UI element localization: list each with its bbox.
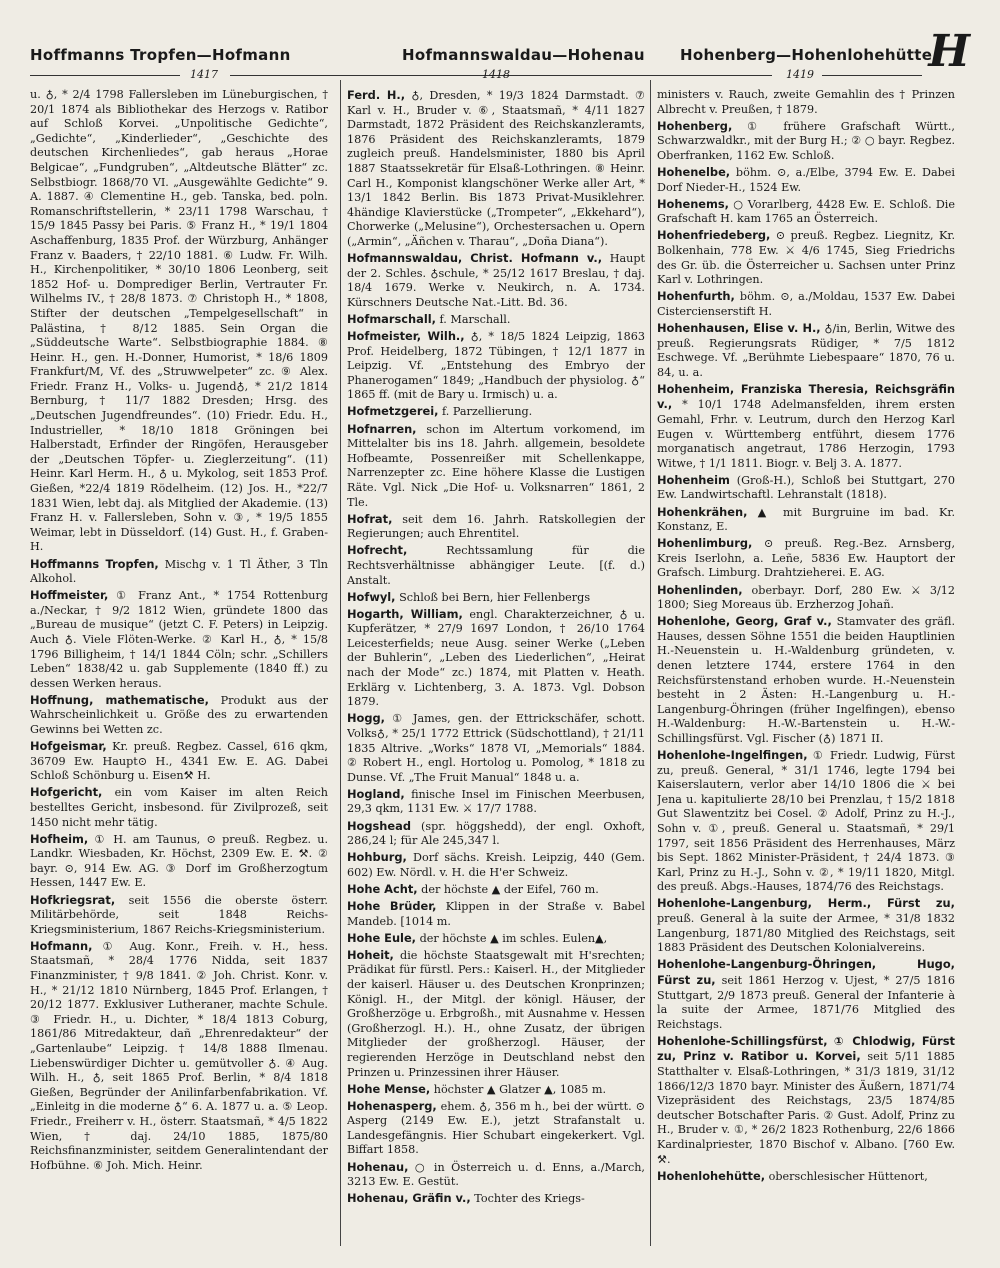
entry-headword: Hohenkrähen, — [657, 504, 748, 519]
entry-headword: Hogarth, William, — [347, 606, 463, 621]
entry-headword: Hohenasperg, — [347, 1098, 437, 1113]
entry-text: Stamvater des gräfl. Hauses, dessen Söhne 1551 die beiden Hauptlinien H.-Neuenstein u. H.-Waldenburg gründeten, v. denen letztere 1744, erstere 1764 in den Reichsfürstenstand erhoben wurde. H.-Neuenstein besteht in 2 Ästen: H.-Langenburg u. H.-Langenburg-Öhringen (früher Ingelfingen), ebenso H.-Waldenburg: H.-W.-Bartenstein u. H.-W.-Schillingsfürst. Vgl. Fischer (♁) 1871 II. — [657, 615, 955, 745]
entry-headword: Hoffnung, mathematische, — [30, 692, 209, 707]
entry-headword: Hoffmeister, — [30, 588, 109, 603]
entry-text: ○ Vorarlberg, 4428 Ew. E. Schloß. Die Grafschaft H. kam 1765 an Österreich. — [657, 197, 955, 226]
entry-text: oberbayr. Dorf, 280 Ew. ⚔ 3/12 1800; Sieg Moreaus üb. Erzherzog Johañ. — [657, 583, 955, 612]
header-rule-center-b — [522, 75, 772, 76]
column-2 — [347, 88, 645, 1246]
entry-text: Produkt aus der Wahrscheinlichkeit u. Größe des zu erwartenden Gewinns bei Wetten zc. — [30, 693, 328, 737]
dictionary-entry — [347, 882, 645, 898]
entry-headword: Hohenau, — [347, 1159, 409, 1174]
entry-headword: Hohenems, — [657, 196, 730, 211]
entry-text: ① frühere Grafschaft Württ., Schwarzwaldkr., mit der Burg H.; ② ○ bayr. Regbez. Oberfranken, 1162 Ew. Schloß. — [657, 119, 955, 162]
header-rule-left-a — [30, 75, 180, 76]
dictionary-entry — [347, 329, 645, 403]
left-page-number: 1417 — [190, 68, 218, 81]
dictionary-entry — [657, 382, 955, 472]
entry-headword: Hohe Brüder, — [347, 898, 437, 913]
entry-headword: Hohenlimburg, — [657, 536, 753, 551]
entry-headword: Ferd. H., — [347, 88, 406, 102]
column-3 — [657, 88, 955, 1246]
entry-text: böhm. ⊙, a./Elbe, 3794 Ew. E. Dabei Dorf Nieder-H., 1524 Ew. — [657, 165, 955, 194]
entry-text: seit 1861 Herzog v. Ujest, * 27/5 1816 Stuttgart, 2/9 1873 preuß. General der Infanterie à la suite der Armee, 1871/76 Mitglied des Reichstags. — [657, 973, 955, 1031]
header-rule-center-a — [360, 75, 470, 76]
dictionary-entry — [657, 197, 955, 227]
dictionary-entry — [30, 739, 328, 784]
entry-headword: Hogshead — [347, 818, 411, 833]
dictionary-entry — [347, 850, 645, 880]
entry-text: ○ in Österreich u. d. Enns, a./March, 3213 Ew. E. Gestüt. — [347, 1160, 645, 1189]
entry-text: Mischg v. 1 Tl Äther, 3 Tln Alkohol. — [30, 557, 328, 586]
column-separator-2 — [650, 80, 651, 1246]
entry-headword: Hohenlohehütte, — [657, 1168, 766, 1183]
dictionary-entry — [657, 165, 955, 195]
right-page-number: 1419 — [786, 68, 814, 81]
entry-text: ▲ mit Burgruine im bad. Kr. Konstanz, E. — [657, 505, 955, 534]
entry-text: Klippen in der Straße v. Babel Mandeb. [1014 m. — [347, 899, 645, 928]
dictionary-entry — [347, 1191, 645, 1207]
dictionary-entry — [347, 1082, 645, 1098]
entry-headword: Hofgericht, — [30, 785, 103, 800]
entry-text: f. Marschall. — [439, 312, 511, 326]
dictionary-entry — [657, 614, 955, 746]
entry-text: seit dem 16. Jahrh. Ratskollegien der Regierungen; auch Ehrentitel. — [347, 512, 645, 541]
entry-text: der höchste ▲ der Eifel, 760 m. — [421, 882, 599, 896]
dictionary-entry — [30, 785, 328, 830]
entry-text: Rechtssamlung für die Rechtsverhältnisse abhängiger Leute. [(f. d.) Anstalt. — [347, 544, 645, 587]
entry-text: finische Insel im Finischen Meerbusen, 29,3 qkm, 1131 Ew. ⚔ 17/7 1788. — [347, 787, 645, 816]
entry-headword: Hofnarren, — [347, 421, 417, 436]
entry-headword: Hofmeister, Wilh., — [347, 329, 465, 343]
entry-headword: Hohenelbe, — [657, 164, 731, 179]
center-running-title: Hofmannswaldau—Hohenau — [402, 46, 645, 64]
dictionary-entry — [347, 404, 645, 420]
entry-text: ⊙ preuß. Regbez. Liegnitz, Kr. Bolkenhain, 778 Ew. ⚔ 4/6 1745, Sieg Friedrichs des Gr. üb. die Österreicher u. Sachsen unter Prinz Karl v. Lothringen. — [657, 229, 955, 287]
dictionary-entry — [347, 1099, 645, 1158]
entry-headword: Hohburg, — [347, 850, 407, 865]
dictionary-entry — [347, 711, 645, 785]
entry-text: f. Parzellierung. — [442, 405, 533, 419]
column-1 — [30, 88, 328, 1246]
entry-text: ♁, Dresden, * 19/3 1824 Darmstadt. ⑦ Karl v. H., Bruder v. ⑥, Staatsmañ, * 4/11 1827 Darmstadt, 1872 Präsident des Reichskanzleramts, 1876 Präsident des Reichskanzleramts, 1879 zugleich preuß. Handelsminister, 1880 bis April 1887 Staatssekretär für Elsaß-Lothringen. ⑧ Heinr. Carl H., Komponist klangschöner Werke aller Art, * 13/1 1842 Berlin. Bis 1873 Privat-Musiklehrer. 4händige Klavierstücke („Trompeter“, „Ekkehard“), Chorwerke („Melusine“), Orchestersachen u. Opern („Armin“, „Äñchen v. Tharau“, „Doña Diana“). — [347, 89, 645, 248]
dictionary-entry — [347, 948, 645, 1080]
entry-headword: Hohenhausen, Elise v. H., — [657, 320, 821, 335]
entry-text: Tochter des Kriegs- — [474, 1192, 585, 1206]
left-running-title: Hoffmanns Tropfen—Hofmann — [30, 46, 291, 64]
entry-text: oberschlesischer Hüttenort, — [768, 1169, 928, 1183]
dictionary-entry — [347, 1160, 645, 1190]
entry-text: ① Aug. Konr., Freih. v. H., hess. Staatsmañ, * 28/4 1776 Nidda, seit 1837 Finanzminister, † 9/8 1841. ② Joh. Christ. Konr. v. H., * 21/12 1810 Nürnberg, 1845 Prof. Erlangen, † 20/12 1877. Exklusiver Lutheraner, machte Schule. ③ Friedr. H., u. Dichter, * 18/4 1813 Coburg, 1861/86 Mitredakteur, dañ „Ehrenredakteur“ der „Gartenlaube“ Leipzig. † 14/8 1888 Ilmenau. Liebenswürdiger Dichter u. gemütvoller ♁. ④ Aug. Wilh. H., ♁, seit 1865 Prof. Berlin, * 8/4 1818 Gießen, Begründer der Anilinfarbenfabrikation. Vf. „Einleitg in die moderne ♁“ 6. A. 1877 u. a. ⑤ Leop. Friedr., Freiherr v. H., österr. Staatsmañ, * 4/5 1822 Wien, † daj. 24/10 1885, 1875/80 Reichsfinanzminister, seitdem Generalintendant der Hofbühne. ⑥ Joh. Mich. Heinr. — [30, 939, 328, 1172]
entry-text: böhm. ⊙, a./Moldau, 1537 Ew. Dabei Cistercienserstift H. — [657, 290, 955, 318]
entry-text: Kr. preuß. Regbez. Cassel, 616 qkm, 36709 Ew. Haupt⊙ H., 4341 Ew. E. AG. Dabei Schloß Schönburg u. Eisen⚒ H. — [30, 740, 328, 783]
dictionary-entry — [657, 748, 955, 895]
dictionary-entry — [657, 473, 955, 503]
entry-headword: Hohenlohe-Schillingsfürst, ① Chlodwig, Fürst zu, Prinz v. Ratibor u. Korvei, — [657, 1033, 955, 1064]
dictionary-entry — [657, 289, 955, 319]
dictionary-entry — [347, 819, 645, 849]
entry-text: ① Friedr. Ludwig, Fürst zu, preuß. General, * 31/1 1746, legte 1794 bei Kaiserslautern, verlor aber 14/10 1806 die ⚔ bei Jena u. kapitulierte 28/10 bei Prenzlau, † 15/2 1818 Gut Slawentzitz bei Cosel. ② Adolf, Prinz zu H.-J., Sohn v. ①, preuß. General u. Staatsmañ, * 29/1 1797, seit 1856 Präsident des Herrenhauses, März bis Sept. 1862 Minister-Präsident, † 24/4 1873. ③ Karl, Prinz zu H.-J., Sohn v. ②, * 19/11 1820, Mitgl. des preuß. Abgs.-Hauses, 1874/76 des Reichstags. — [657, 749, 955, 894]
dictionary-entry — [657, 896, 955, 955]
entry-headword: Hohenlinden, — [657, 582, 743, 597]
dictionary-entry — [657, 119, 955, 164]
dictionary-entry — [657, 88, 955, 117]
dictionary-entry — [347, 422, 645, 511]
column-separator-1 — [340, 80, 341, 1246]
entry-text: der höchste ▲ im schles. Eulen▲, — [419, 931, 608, 945]
section-letter: H — [928, 26, 970, 77]
dictionary-entry — [657, 505, 955, 535]
dictionary-entry — [657, 583, 955, 613]
dictionary-entry — [347, 543, 645, 588]
dictionary-entry — [347, 312, 645, 328]
entry-headword: Hofwyl, — [347, 589, 396, 604]
entry-text: engl. Charakterzeichner, ♁ u. Kupferätzer, * 27/9 1697 London, † 26/10 1764 Leicesterfields; neue Ausg. seiner Werke („Leben der Buhlerin“, „Leben des Liederlichen“, „Heirat nach der Mode“ zc.) 1874, mit Platten v. Heath. Erklärg v. Lichtenberg, 3. A. 1873. Vgl. Dobson 1879. — [347, 607, 645, 709]
dictionary-entry — [347, 931, 645, 947]
entry-headword: Hogg, — [347, 711, 385, 726]
entry-headword: Hofmannswaldau, Christ. Hofmann v., — [347, 251, 603, 266]
entry-text: ein vom Kaiser im alten Reich bestelltes Gericht, insbesond. für Zivilprozeß, seit 1450 nicht mehr tätig. — [30, 786, 328, 829]
entry-headword: Hohenberg, — [657, 118, 733, 133]
entry-headword: Hohe Mense, — [347, 1081, 431, 1096]
entry-headword: Hohe Acht, — [347, 881, 418, 896]
entry-text: ehem. ♁, 356 m h., bei der württ. ⊙ Asperg (2149 Ew. E.), jetzt Strafanstalt u. Landesgefängnis. Hier Schubart eingekerkert. Vgl. Biffart 1858. — [347, 1099, 645, 1157]
entry-headword: Hohenfriedeberg, — [657, 228, 771, 243]
dictionary-entry — [657, 957, 955, 1032]
dictionary-entry — [657, 1169, 955, 1185]
entry-headword: Hohenheim — [657, 472, 730, 487]
entry-headword: Hofkriegsrat, — [30, 892, 116, 907]
entry-headword: Hohenlohe, Georg, Graf v., — [657, 614, 832, 629]
entry-text: höchster ▲ Glatzer ▲, 1085 m. — [433, 1082, 607, 1096]
page-header — [30, 26, 970, 88]
dictionary-entry — [30, 557, 328, 587]
dictionary-entry — [30, 588, 328, 691]
entry-headword: Hofrat, — [347, 511, 393, 526]
entry-text: Dorf sächs. Kreish. Leipzig, 440 (Gem. 602) Ew. Nördl. v. H. die H'er Schweiz. — [347, 851, 645, 879]
entry-text: ministers v. Rauch, zweite Gemahlin des † Prinzen Albrecht v. Preußen, † 1879. — [657, 88, 955, 116]
dictionary-entry — [30, 88, 328, 555]
dictionary-entry — [30, 893, 328, 938]
dictionary-entry — [30, 939, 328, 1174]
entry-text: ⊙ preuß. Reg.-Bez. Arnsberg, Kreis Iserlohn, a. Leñe, 5836 Ew. Hauptort der Grafsch. Limburg. Drahtzieherei. E. AG. — [657, 537, 955, 580]
entry-headword: Hofheim, — [30, 831, 89, 846]
dictionary-entry — [347, 88, 645, 250]
entry-text: seit 1556 die oberste österr. Militärbehörde, seit 1848 Reichs-Kriegsministerium, 1867 Reichs-Kriegsministerium. — [30, 893, 328, 936]
entry-headword: Hohenau, Gräfin v., — [347, 1191, 471, 1206]
entry-text: preuß. General à la suite der Armee, * 31/8 1832 Langenburg, 1871/80 Mitglied des Reichstags, seit 1883 Präsident des Deutschen Kolonialvereins. — [657, 912, 955, 955]
center-page-number: 1418 — [482, 68, 510, 81]
entry-text: (spr. höggshedd), der engl. Oxhoft, 286,24 l; für Ale 245,347 l. — [347, 819, 645, 848]
dictionary-entry — [657, 321, 955, 380]
entry-text: Haupt der 2. Schles. ♁schule, * 25/12 1617 Breslau, † daj. 18/4 1679. Werke v. Neukirch, n. A. 1734. Kürschners Deutsche Nat.-Litt. Bd. 36. — [347, 252, 645, 309]
entry-text: ① Franz Ant., * 1754 Rottenburg a./Neckar, † 9/2 1812 Wien, gründete 1800 das „Bureau de musique“ (jetzt C. F. Peters) in Leipzig. Auch ♁. Viele Flöten-Werke. ② Karl H., ♁, * 15/8 1796 Billigheim, † 14/1 1844 Cöln; schr. „Schillers Leben“ 1838/42 u. gab Supplemente (1840 ff.) zu dessen Werken heraus. — [30, 589, 328, 690]
entry-text: Schloß bei Bern, hier Fellenbergs — [399, 590, 591, 604]
entry-headword: Hohenlohe-Ingelfingen, — [657, 748, 808, 763]
entry-text: die höchste Staatsgewalt mit H'srechten; Prädikat für fürstl. Pers.: Kaiserl. H., der Mitglieder der kaiserl. Häuser u. des Deutschen Kronprinzen; Königl. H., der Mitgl. der königl. Häuser, der Großherzöge u. Erbgroßh., mit Ausnahme v. Hessen (Großherzogl. H.). H., ohne Zusatz, der übrigen Mitglieder der großherzogl. Häuser, der regierenden Herzöge in Deutschland nebst den Prinzen u. Prinzessinen ihrer Häuser. — [347, 948, 645, 1079]
entry-headword: Hohenfurth, — [657, 289, 735, 304]
entry-headword: Hohe Eule, — [347, 930, 417, 945]
entry-headword: Hofmetzgerei, — [347, 404, 439, 419]
entry-headword: Hoffmanns Tropfen, — [30, 556, 159, 571]
entry-text: schon im Altertum vorkomend, im Mittelalter bis ins 18. Jahrh. allgemein, besoldete Hofbeamte, Possenreißer mit Schellenkappe, Narrenzepter zc. Eine höhere Klasse die Lustigen Räte. Vgl. Nick „Die Hof- u. Volksnarren“ 1861, 2 Tle. — [347, 422, 645, 509]
dictionary-entry — [347, 787, 645, 817]
entry-text: * 10/1 1748 Adelmansfelden, ihrem ersten Gemahl, Frhr. v. Leutrum, durch den Herzog Karl Eugen v. Württemberg entführt, diesem 1776 morganatisch angetraut, 1786 Herzogin, 1793 Witwe, † 1/1 1811. Biogr. v. Belj 3. A. 1877. — [657, 398, 955, 470]
entry-text: ① James, gen. der Ettrickschäfer, schott. Volks♁, * 25/1 1772 Ettrick (Südschottland), † 21/11 1835 Altrive. „Works“ 1878 VI, „Memorials“ 1884. ② Robert H., engl. Hortolog u. Pomolog, * 1818 zu Dunse. Vf. „The Fruit Manual“ 1848 u. a. — [347, 712, 645, 784]
dictionary-entry — [657, 536, 955, 581]
entry-headword: Hofmann, — [30, 938, 93, 953]
entry-text: ♁, * 18/5 1824 Leipzig, 1863 Prof. Heidelberg, 1872 Tübingen, † 12/1 1877 in Leipzig. Vf. „Entstehung des Embryo der Phanerogamen“ 1849; „Handbuch der physiolog. ♁“ 1865 ff. (mit de Bary u. Irmisch) u. a. — [347, 330, 645, 402]
entry-headword: Hofrecht, — [347, 543, 408, 558]
right-running-title: Hohenberg—Hohenlohehütte — [680, 46, 933, 64]
header-rule-right — [822, 75, 922, 76]
dictionary-entry — [657, 1034, 955, 1167]
entry-text: ① H. am Taunus, ⊙ preuß. Regbez. u. Landkr. Wiesbaden, Kr. Höchst, 2309 Ew. E. ⚒. ② bayr. ⊙, 914 Ew. AG. ③ Dorf im Großherzogtum Hessen, 1447 Ew. E. — [30, 832, 328, 890]
entry-text: (Groß-H.), Schloß bei Stuttgart, 270 Ew. Landwirtschaftl. Lehranstalt (1818). — [657, 473, 955, 502]
dictionary-entry — [657, 228, 955, 287]
entry-headword: Hohenlohe-Langenburg, Herm., Fürst zu, — [657, 896, 955, 911]
entry-headword: Hofmarschall, — [347, 311, 436, 326]
entry-headword: Hohenlohe-Langenburg-Öhringen, Hugo, Fürst zu, — [657, 957, 955, 987]
dictionary-entry — [347, 512, 645, 542]
entry-headword: Hofgeismar, — [30, 739, 107, 754]
entry-text: u. ♁, * 2/4 1798 Fallersleben im Lüneburgischen, † 20/1 1874 als Bibliothekar des Herzogs v. Ratibor auf Schloß Korvei. „Unpolitische Gedichte“, „Gedichte“, „Kinderlieder“, „Geschichte des deutschen Kirchenliedes“, gab heraus „Horae Belgicae“, „Fundgruben“, „Altdeutsche Blätter“ zc. Selbstbiogr. 1868/70 VI. „Ausgewählte Gedichte“ 9. A. 1887. ④ Clementine H., geb. Tanska, bed. poln. Romanschriftstellerin, * 23/11 1798 Warschau, † 15/9 1845 Passy bei Paris. ⑤ Franz H., * 19/1 1804 Aschaffenburg, 1835 Prof. der Würzburg, Anhänger Franz v. Baaders, † 22/10 1881. ⑥ Ludw. Fr. Wilh. H., Kirchenpolitiker, * 30/10 1806 Leonberg, seit 1852 Hof- u. Domprediger Berlin, Vertrauter Fr. Wilhelms IV., † 28/8 1873. ⑦ Christoph H., * 1808, Stifter der deutschen „Tempelgesellschaft“ in Palästina, † 8/12 1885. Sein Organ die „Süddeutsche Warte“. Selbstbiographie 1884. ⑧ Heinr. H., gen. H.-Donner, Humorist, * 18/6 1809 Frankfurt/M, Vf. des „Struwwelpeter“ zc. ⑨ Alex. Friedr. Franz H., Volks- u. Jugend♁, * 21/2 1814 Bernburg, † 11/7 1882 Dresden; Hrsg. des „Deutschen Jugendfreundes“. (10) Friedr. Edu. H., Industrieller, * 18/10 1818 Gröningen bei Halberstadt, Erfinder der Ringöfen, Herausgeber der „Deutschen Töpfer- u. Zieglerzeitung“. (11) Heinr. Karl Herm. H., ♁ u. Mykolog, seit 1853 Prof. Gießen, *22/4 1819 Rödelheim. (12) Jos. H., *22/7 1831 Wien, lebt daj. als Mitglied der Akademie. (13) Franz H. v. Fallersleben, Sohn v. ③, * 19/5 1855 Weimar, lebt in Düsseldorf. (14) Gust. H., f. Graben-H. — [30, 88, 328, 554]
entry-text: seit 5/11 1885 Statthalter v. Elsaß-Lothringen, * 31/3 1819, 31/12 1866/12/3 1870 bayr. Minister des Äußern, 1871/74 Vizepräsident des Reichstags, 23/5 1874/85 deutscher Botschafter Paris. ② Gust. Adolf, Prinz zu H., Bruder v. ①, * 26/2 1823 Rothenburg, 22/6 1866 Kardinalpriester, 1870 Bischof v. Albano. [760 Ew. ⚒. — [657, 1050, 955, 1166]
entry-headword: Hoheit, — [347, 947, 394, 962]
dictionary-entry — [30, 832, 328, 891]
dictionary-entry — [347, 607, 645, 710]
dictionary-entry — [347, 251, 645, 310]
dictionary-entry — [347, 590, 645, 606]
dictionary-entry — [30, 693, 328, 738]
dictionary-entry — [347, 899, 645, 929]
entry-headword: Hohenheim, Franziska Theresia, Reichsgräfin v., — [657, 381, 955, 412]
entry-headword: Hogland, — [347, 786, 405, 801]
entry-text: ♁/in, Berlin, Witwe des preuß. Regierungsrats Rüdiger, * 7/5 1812 Eschwege. Vf. „Berühmte Liebespaare“ 1870, 76 u. 84, u. a. — [657, 321, 955, 379]
